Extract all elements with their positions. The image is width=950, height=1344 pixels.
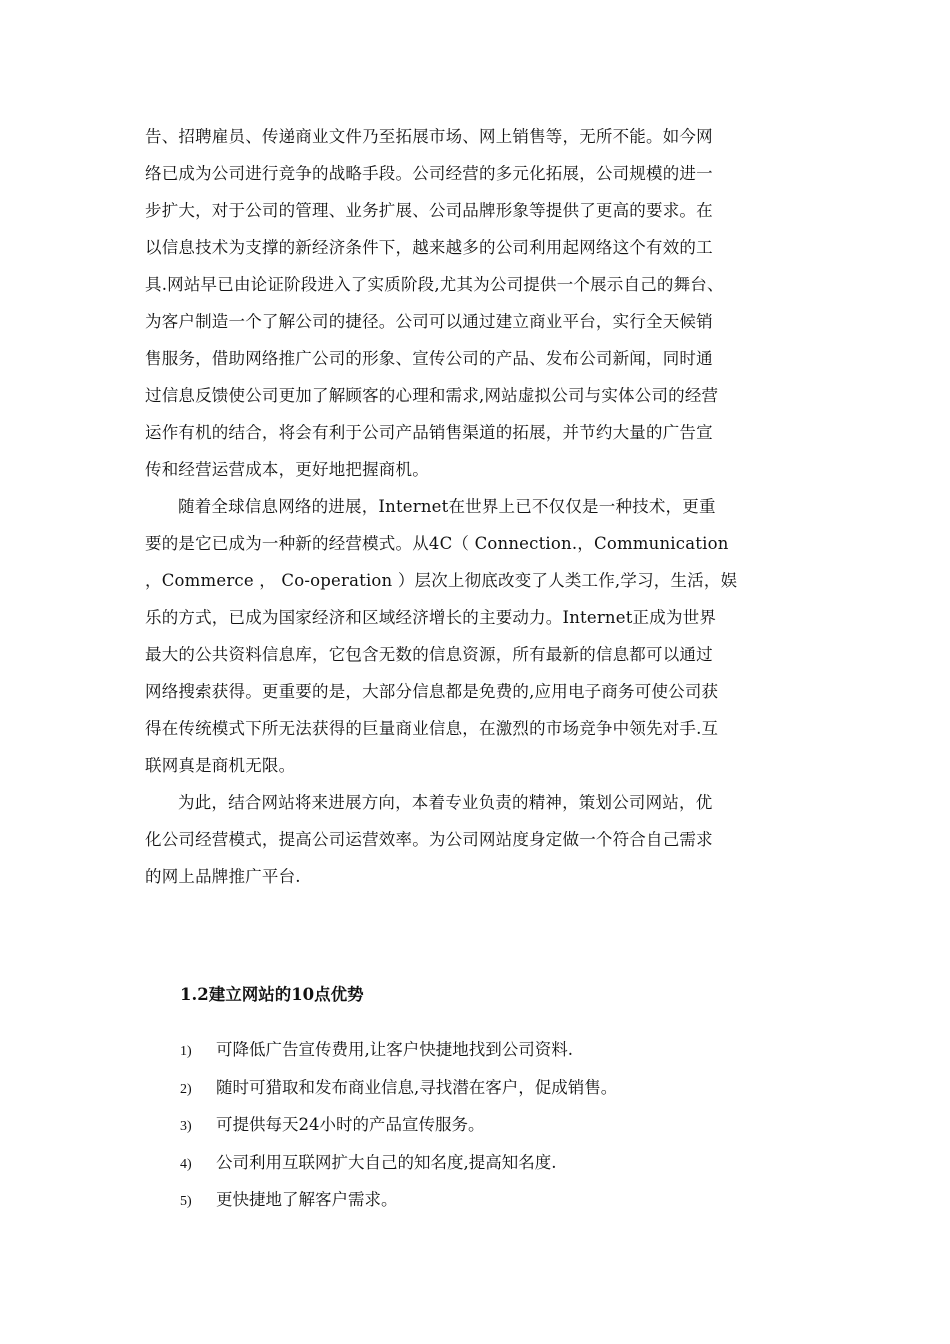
text-line: 具.网站早已由论证阶段进入了实质阶段,尤其为公司提供一个展示自己的舞台、 [145, 275, 724, 294]
list-number: 1) [180, 1044, 192, 1059]
text-line: 随着全球信息网络的进展，Internet在世界上已不仅仅是一种技术，更重 [178, 497, 716, 516]
paragraph-1 [145, 118, 810, 488]
list-item [180, 1145, 617, 1183]
text-line: 网络搜索获得。更重要的是，大部分信息都是免费的,应用电子商务可使公司获 [145, 682, 719, 701]
paragraph-3 [145, 784, 810, 895]
section-heading: 1.2建立网站的10点优势 [180, 985, 364, 1004]
text-line: 传和经营运营成本，更好地把握商机。 [145, 460, 429, 479]
list-number: 2) [180, 1081, 192, 1097]
text-line: 的网上品牌推广平台. [145, 867, 301, 886]
list-item [180, 1182, 617, 1220]
text-line: ，Commerce ， Co-operation ）层次上彻底改变了人类工作,学习，生活，娱 [145, 571, 738, 590]
list-item [180, 1070, 617, 1108]
text-line: 最大的公共资料信息库，它包含无数的信息资源，所有最新的信息都可以通过 [145, 645, 713, 664]
text-line: 过信息反馈使公司更加了解顾客的心理和需求,网站虚拟公司与实体公司的经营 [145, 386, 719, 405]
list-number: 4) [180, 1156, 192, 1172]
list-number: 5) [180, 1194, 192, 1209]
list-text: 公司利用互联网扩大自己的知名度,提高知名度. [216, 1152, 557, 1172]
text-line: 以信息技术为支撑的新经济条件下，越来越多的公司利用起网络这个有效的工 [145, 238, 713, 257]
text-line: 络已成为公司进行竞争的战略手段。公司经营的多元化拓展，公司规模的进一 [145, 164, 713, 183]
list-text: 可提供每天24小时的产品宣传服务。 [216, 1115, 485, 1134]
text-line: 联网真是商机无限。 [145, 756, 296, 775]
advantage-list [180, 1032, 617, 1220]
list-item [180, 1107, 617, 1145]
list-item [180, 1032, 617, 1070]
text-line: 要的是它已成为一种新的经营模式。从4C（ Connection.，Communication [145, 534, 729, 553]
text-line: 步扩大，对于公司的管理、业务扩展、公司品牌形象等提供了更高的要求。在 [145, 201, 713, 220]
list-text: 随时可猎取和发布商业信息,寻找潜在客户，促成销售。 [216, 1077, 618, 1097]
text-line: 售服务，借助网络推广公司的形象、宣传公司的产品、发布公司新闻，同时通 [145, 349, 713, 368]
list-number: 3) [180, 1119, 192, 1134]
list-text: 更快捷地了解客户需求。 [216, 1190, 398, 1209]
text-line: 得在传统模式下所无法获得的巨量商业信息，在激烈的市场竞争中领先对手.互 [145, 719, 719, 738]
list-text: 可降低广告宣传费用,让客户快捷地找到公司资料. [216, 1040, 573, 1059]
text-line: 告、招聘雇员、传递商业文件乃至拓展市场、网上销售等，无所不能。如今网 [145, 127, 713, 146]
text-line: 为客户制造一个了解公司的捷径。公司可以通过建立商业平台，实行全天候销 [145, 312, 713, 331]
paragraph-2 [145, 488, 810, 784]
text-line: 乐的方式，已成为国家经济和区域经济增长的主要动力。Internet正成为世界 [145, 608, 717, 627]
text-line: 运作有机的结合，将会有利于公司产品销售渠道的拓展，并节约大量的广告宣 [145, 423, 713, 442]
document-body [145, 118, 810, 895]
text-line: 化公司经营模式，提高公司运营效率。为公司网站度身定做一个符合自己需求 [145, 830, 713, 849]
text-line: 为此，结合网站将来进展方向，本着专业负责的精神，策划公司网站，优 [178, 793, 713, 812]
